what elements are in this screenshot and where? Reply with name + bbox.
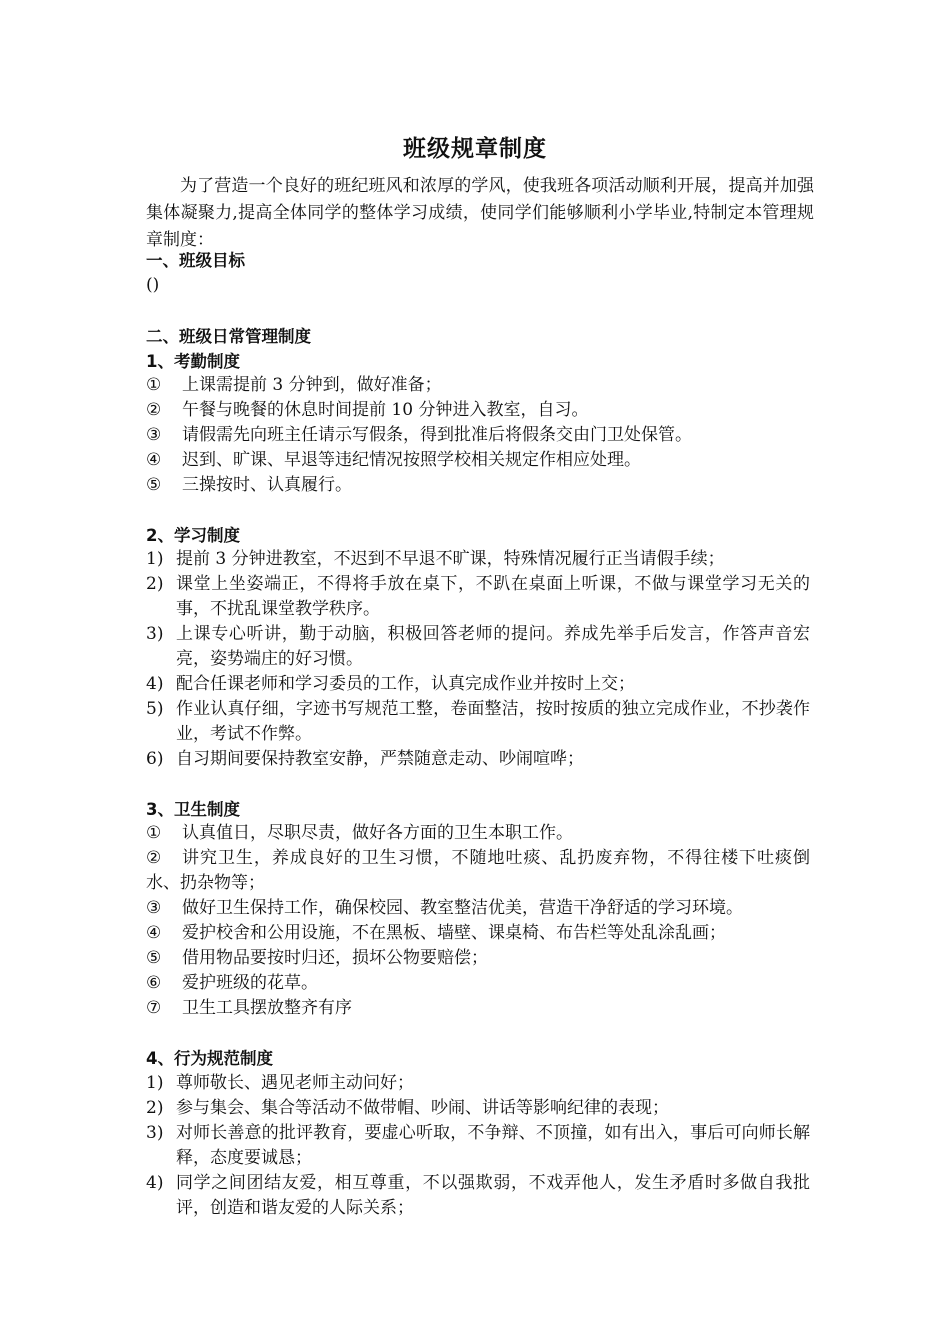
- list-item-number: 5): [146, 699, 164, 719]
- subsection-heading-attendance: 1、考勤制度: [146, 352, 240, 371]
- list-item-number: 2): [146, 1098, 164, 1118]
- list-item-text: 配合任课老师和学习委员的工作，认真完成作业并按时上交；: [176, 674, 635, 694]
- list-item-number: ④: [146, 450, 162, 470]
- list-item-text: 课堂上坐姿端正，不得将手放在桌下，不趴在桌面上听课，不做与课堂学习无关的事，不扰乱课堂教学秩序。: [176, 574, 810, 619]
- list-item-text: 迟到、旷课、早退等违纪情况按照学校相关规定作相应处理。: [182, 450, 641, 470]
- list-item-number: ②: [146, 848, 162, 868]
- list-item-text: 爱护校舍和公用设施，不在黑板、墙壁、课桌椅、布告栏等处乱涂乱画；: [182, 923, 726, 943]
- list-item-text: 上课需提前 3 分钟到，做好准备；: [182, 375, 442, 395]
- list-item-text: 午餐与晚餐的休息时间提前 10 分钟进入教室，自习。: [182, 400, 589, 420]
- list-item-text: 提前 3 分钟进教室，不迟到不早退不旷课，特殊情况履行正当请假手续；: [176, 549, 725, 569]
- list-item-text: 做好卫生保持工作，确保校园、教室整洁优美，营造干净舒适的学习环境。: [182, 898, 743, 918]
- list-item-number: 1): [146, 1073, 164, 1093]
- list-item: [146, 697, 810, 747]
- subsection-heading-behavior: 4、行为规范制度: [146, 1049, 273, 1068]
- subsection-heading-hygiene: 3、卫生制度: [146, 800, 240, 819]
- list-item: [146, 1121, 810, 1171]
- list-item-number: ④: [146, 923, 162, 943]
- list-item-text: 卫生工具摆放整齐有序: [182, 998, 352, 1018]
- list-item-number: ③: [146, 425, 162, 445]
- list-item-number: 3): [146, 624, 164, 644]
- list-item-number: 4): [146, 674, 164, 694]
- list-item-text: 讲究卫生，养成良好的卫生习惯，不随地吐痰、乱扔废弃物，不得往楼下吐痰倒水、扔杂物等；: [146, 848, 810, 893]
- list-item-number: ⑤: [146, 948, 162, 968]
- section-heading-daily-management: 二、班级日常管理制度: [146, 327, 311, 346]
- list-item-text: 对师长善意的批评教育，要虚心听取，不争辩、不顶撞，如有出入，事后可向师长解释，态度要诚恳；: [176, 1123, 810, 1168]
- list-item-number: ①: [146, 823, 162, 843]
- list-item: [146, 572, 810, 622]
- list-item: [146, 622, 810, 672]
- list-item-number: ⑥: [146, 973, 162, 993]
- intro-paragraph: 为了营造一个良好的班纪班风和浓厚的学风，使我班各项活动顺利开展，提高并加强集体凝聚力,提高全体同学的整体学习成绩，使同学们能够顺利小学毕业,特制定本管理规章制度：: [146, 176, 814, 250]
- list-item-number: ③: [146, 898, 162, 918]
- list-item-number: ⑦: [146, 998, 162, 1018]
- class-goal-content: (): [146, 275, 160, 295]
- list-item-number: 1): [146, 549, 164, 569]
- list-item-text: 借用物品要按时归还，损坏公物要赔偿；: [182, 948, 488, 968]
- list-item-number: 6): [146, 749, 164, 769]
- list-item: [146, 1171, 810, 1221]
- list-item-text: 参与集会、集合等活动不做带帽、吵闹、讲话等影响纪律的表现；: [176, 1098, 669, 1118]
- list-item-text: 自习期间要保持教室安静，严禁随意走动、吵闹喧哗；: [176, 749, 584, 769]
- list-item-text: 同学之间团结友爱，相互尊重，不以强欺弱，不戏弄他人，发生矛盾时多做自我批评，创造和谐友爱的人际关系；: [176, 1173, 810, 1218]
- list-item-number: 3): [146, 1123, 164, 1143]
- list-item-text: 请假需先向班主任请示写假条，得到批准后将假条交由门卫处保管。: [182, 425, 692, 445]
- subsection-heading-study: 2、学习制度: [146, 526, 240, 545]
- list-item-number: 4): [146, 1173, 164, 1193]
- list-item-text: 认真值日，尽职尽责，做好各方面的卫生本职工作。: [182, 823, 573, 843]
- list-item-text: 上课专心听讲，勤于动脑，积极回答老师的提问。养成先举手后发言，作答声音宏亮，姿势端庄的好习惯。: [176, 624, 810, 669]
- list-item-number: ①: [146, 375, 162, 395]
- page-title: 班级规章制度: [403, 136, 547, 162]
- list-item-text: 爱护班级的花草。: [182, 973, 318, 993]
- list-item-number: ②: [146, 400, 162, 420]
- list-item-number: ⑤: [146, 475, 162, 495]
- section-heading-class-goal: 一、班级目标: [146, 251, 245, 270]
- list-item-text: 尊师敬长、遇见老师主动问好；: [176, 1073, 414, 1093]
- list-item: [146, 846, 810, 896]
- list-item-number: 2): [146, 574, 164, 594]
- list-item-text: 作业认真仔细，字迹书写规范工整，卷面整洁，按时按质的独立完成作业，不抄袭作业，考试不作弊。: [176, 699, 810, 744]
- list-item-text: 三操按时、认真履行。: [182, 475, 352, 495]
